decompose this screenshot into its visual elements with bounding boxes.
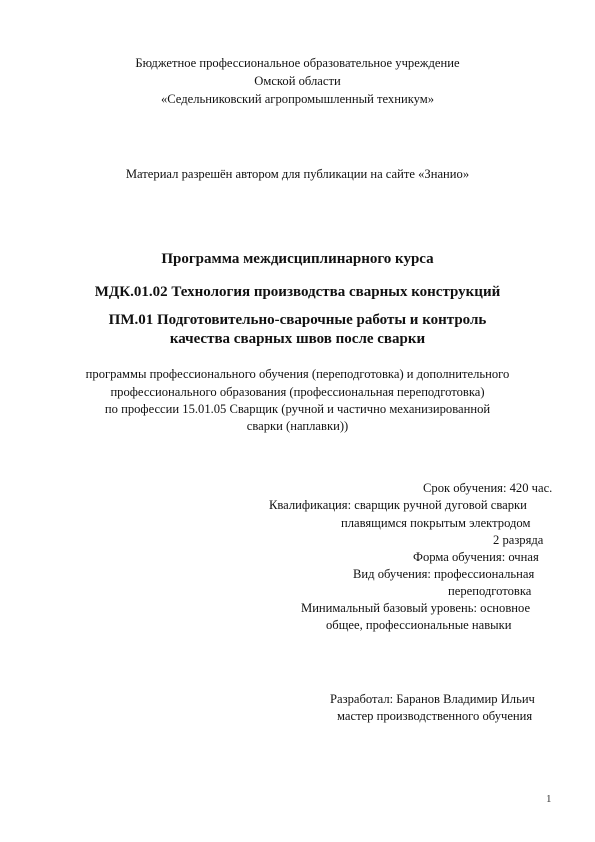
base-level: Минимальный базовый уровень: основное bbox=[301, 601, 531, 615]
training-form: Форма обучения: очная bbox=[413, 550, 539, 564]
institution-name: Бюджетное профессиональное образовательное учреждение bbox=[135, 56, 460, 70]
module-title: ПМ.01 Подготовительно-сварочные работы и контроль bbox=[108, 312, 487, 328]
qualification-grade: 2 разряда bbox=[493, 533, 544, 547]
institution-title: «Седельниковский агропромышленный техникум» bbox=[160, 92, 435, 106]
author-position: мастер производственного обучения bbox=[337, 709, 533, 723]
description-line-2: профессионального образования (профессиональная переподготовка) bbox=[110, 385, 485, 399]
institution-region: Омской области bbox=[254, 74, 341, 88]
description-line-1: программы профессионального обучения (переподготовка) и дополнительного bbox=[85, 367, 510, 381]
page-number: 1 bbox=[546, 793, 552, 805]
module-title-continued: качества сварных швов после сварки bbox=[169, 331, 426, 347]
training-duration: Срок обучения: 420 час. bbox=[423, 481, 553, 495]
training-type: Вид обучения: профессиональная bbox=[353, 567, 535, 581]
description-line-3: по профессии 15.01.05 Сварщик (ручной и частично механизированной bbox=[104, 402, 491, 416]
program-title: Программа междисциплинарного курса bbox=[161, 251, 434, 267]
training-type-continued: переподготовка bbox=[448, 584, 532, 598]
base-level-continued: общее, профессиональные навыки bbox=[326, 618, 512, 632]
author-name: Разработал: Баранов Владимир Ильич bbox=[330, 692, 535, 706]
description-line-4: сварки (наплавки)) bbox=[246, 419, 349, 433]
qualification-continued: плавящимся покрытым электродом bbox=[341, 516, 531, 530]
course-title: МДК.01.02 Технология производства сварных конструкций bbox=[94, 284, 501, 300]
permission-note: Материал разрешён автором для публикации на сайте «Знанио» bbox=[125, 167, 470, 181]
qualification: Квалификация: сварщик ручной дуговой сварки bbox=[269, 498, 527, 512]
